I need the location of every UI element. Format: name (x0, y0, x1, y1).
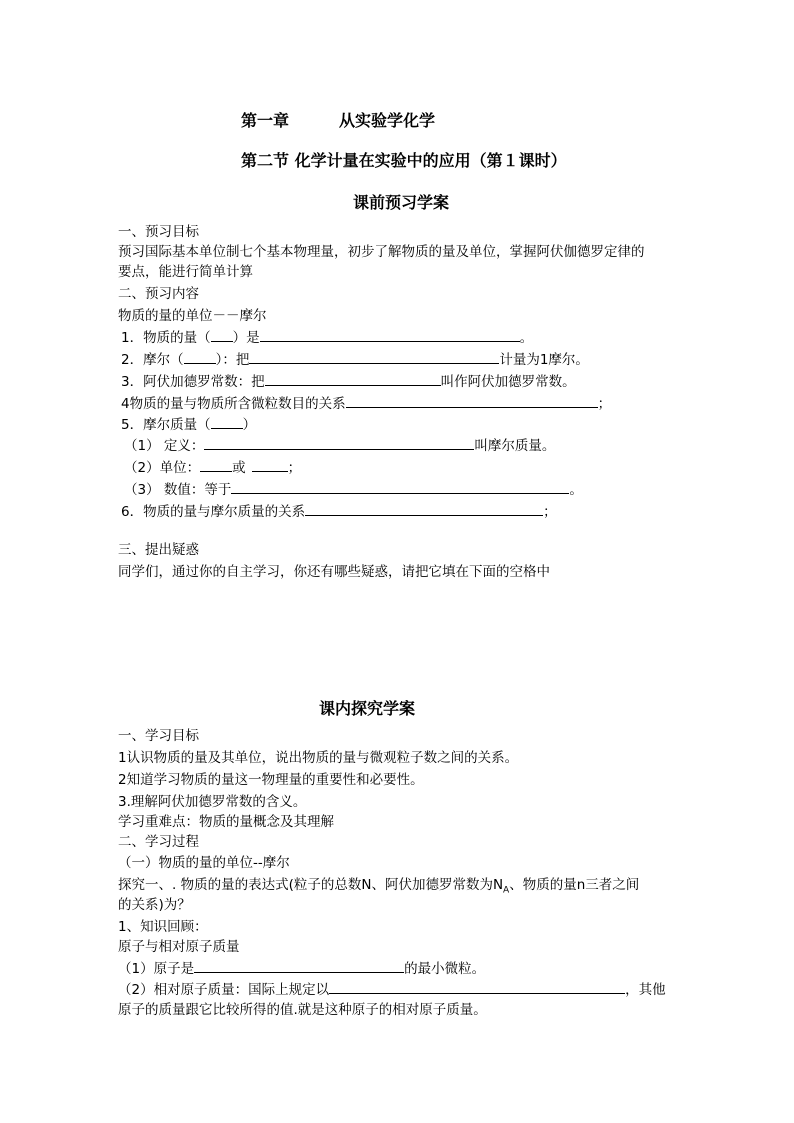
chapter-title (241, 108, 435, 131)
inclass-goal-2: 2知道学习物质的量这一物理量的重要性和必要性。 (118, 772, 424, 788)
answer-blank[interactable] (265, 371, 441, 386)
answer-blank[interactable] (329, 979, 625, 994)
answer-blank[interactable] (249, 349, 499, 364)
question-5-2: （2）单位： 或 ； (124, 457, 301, 478)
question-4: 4物质的量与物质所含微粒数目的关系 ； (121, 393, 611, 414)
inclass-goal-3: 3.理解阿伏加德罗常数的含义。 (118, 794, 307, 810)
review-heading: 1、知识回顾： (118, 919, 208, 935)
answer-blank[interactable] (252, 457, 288, 472)
process-heading: 二、学习过程 (118, 834, 199, 850)
question-3: 3．阿伏加德罗常数：把 叫作阿伏加德罗常数。 (121, 371, 576, 392)
atom-question-2: （2）相对原子质量：国际上规定以 ，其他 (118, 979, 666, 1000)
doubt-heading: 三、提出疑惑 (118, 542, 199, 558)
preview-goal-heading: 一、预习目标 (118, 224, 199, 240)
inclass-plan-title: 课内探究学案 (319, 699, 416, 718)
explore-1-cont: 的关系)为？ (118, 897, 191, 913)
answer-blank[interactable] (184, 349, 216, 364)
answer-blank[interactable] (305, 501, 543, 516)
preview-goal-text-2: 要点，能进行简单计算 (118, 264, 253, 280)
atom-heading: 原子与相对原子质量 (118, 939, 240, 955)
question-1: 1．物质的量（ ）是 。 (121, 327, 533, 348)
answer-blank[interactable] (211, 327, 233, 342)
answer-blank[interactable] (231, 479, 569, 494)
answer-blank[interactable] (211, 414, 243, 429)
question-5: 5．摩尔质量（ ） (121, 414, 256, 435)
atom-question-1: （1）原子是 的最小微粒。 (118, 958, 485, 979)
question-6: 6．物质的量与摩尔质量的关系 ； (121, 501, 557, 522)
answer-blank[interactable] (204, 435, 474, 450)
answer-blank[interactable] (260, 327, 520, 342)
preview-plan-title: 课前预习学案 (353, 193, 450, 212)
atom-question-2-cont: 原子的质量跟它比较所得的值.就是这种原子的相对原子质量。 (118, 1002, 487, 1018)
unit-heading: 物质的量的单位－－摩尔 (118, 308, 267, 324)
explore-1: 探究一、. 物质的量的表达式(粒子的总数N、阿伏加德罗常数为$N_A$、物质的量n三者之间 (118, 877, 640, 896)
question-5-3: （3） 数值：等于 。 (124, 479, 583, 500)
doubt-text: 同学们，通过你的自主学习，你还有哪些疑惑，请把它填在下面的空格中 (118, 564, 550, 580)
inclass-goal-heading: 一、学习目标 (118, 728, 199, 744)
answer-blank[interactable] (200, 457, 232, 472)
inclass-goal-1: 1认识物质的量及其单位，说出物质的量与微观粒子数之间的关系。 (118, 750, 519, 766)
answer-blank[interactable] (194, 958, 404, 973)
answer-blank[interactable] (346, 393, 598, 408)
preview-goal-text-1: 预习国际基本单位制七个基本物理量，初步了解物质的量及单位，掌握阿伏伽德罗定律的 (118, 244, 645, 260)
key-points: 学习重难点：物质的量概念及其理解 (118, 814, 334, 830)
chapter-number: 第一章 (241, 111, 290, 130)
preview-content-heading: 二、预习内容 (118, 286, 199, 302)
question-2: 2．摩尔（ ）：把 计量为1摩尔。 (121, 349, 589, 370)
part-1-heading: （一）物质的量的单位--摩尔 (118, 855, 290, 871)
chapter-name: 从实验学化学 (339, 111, 436, 130)
section-title: 第二节 化学计量在实验中的应用（第１课时） (241, 151, 567, 170)
question-5-1: （1） 定义： 叫摩尔质量。 (124, 435, 555, 456)
